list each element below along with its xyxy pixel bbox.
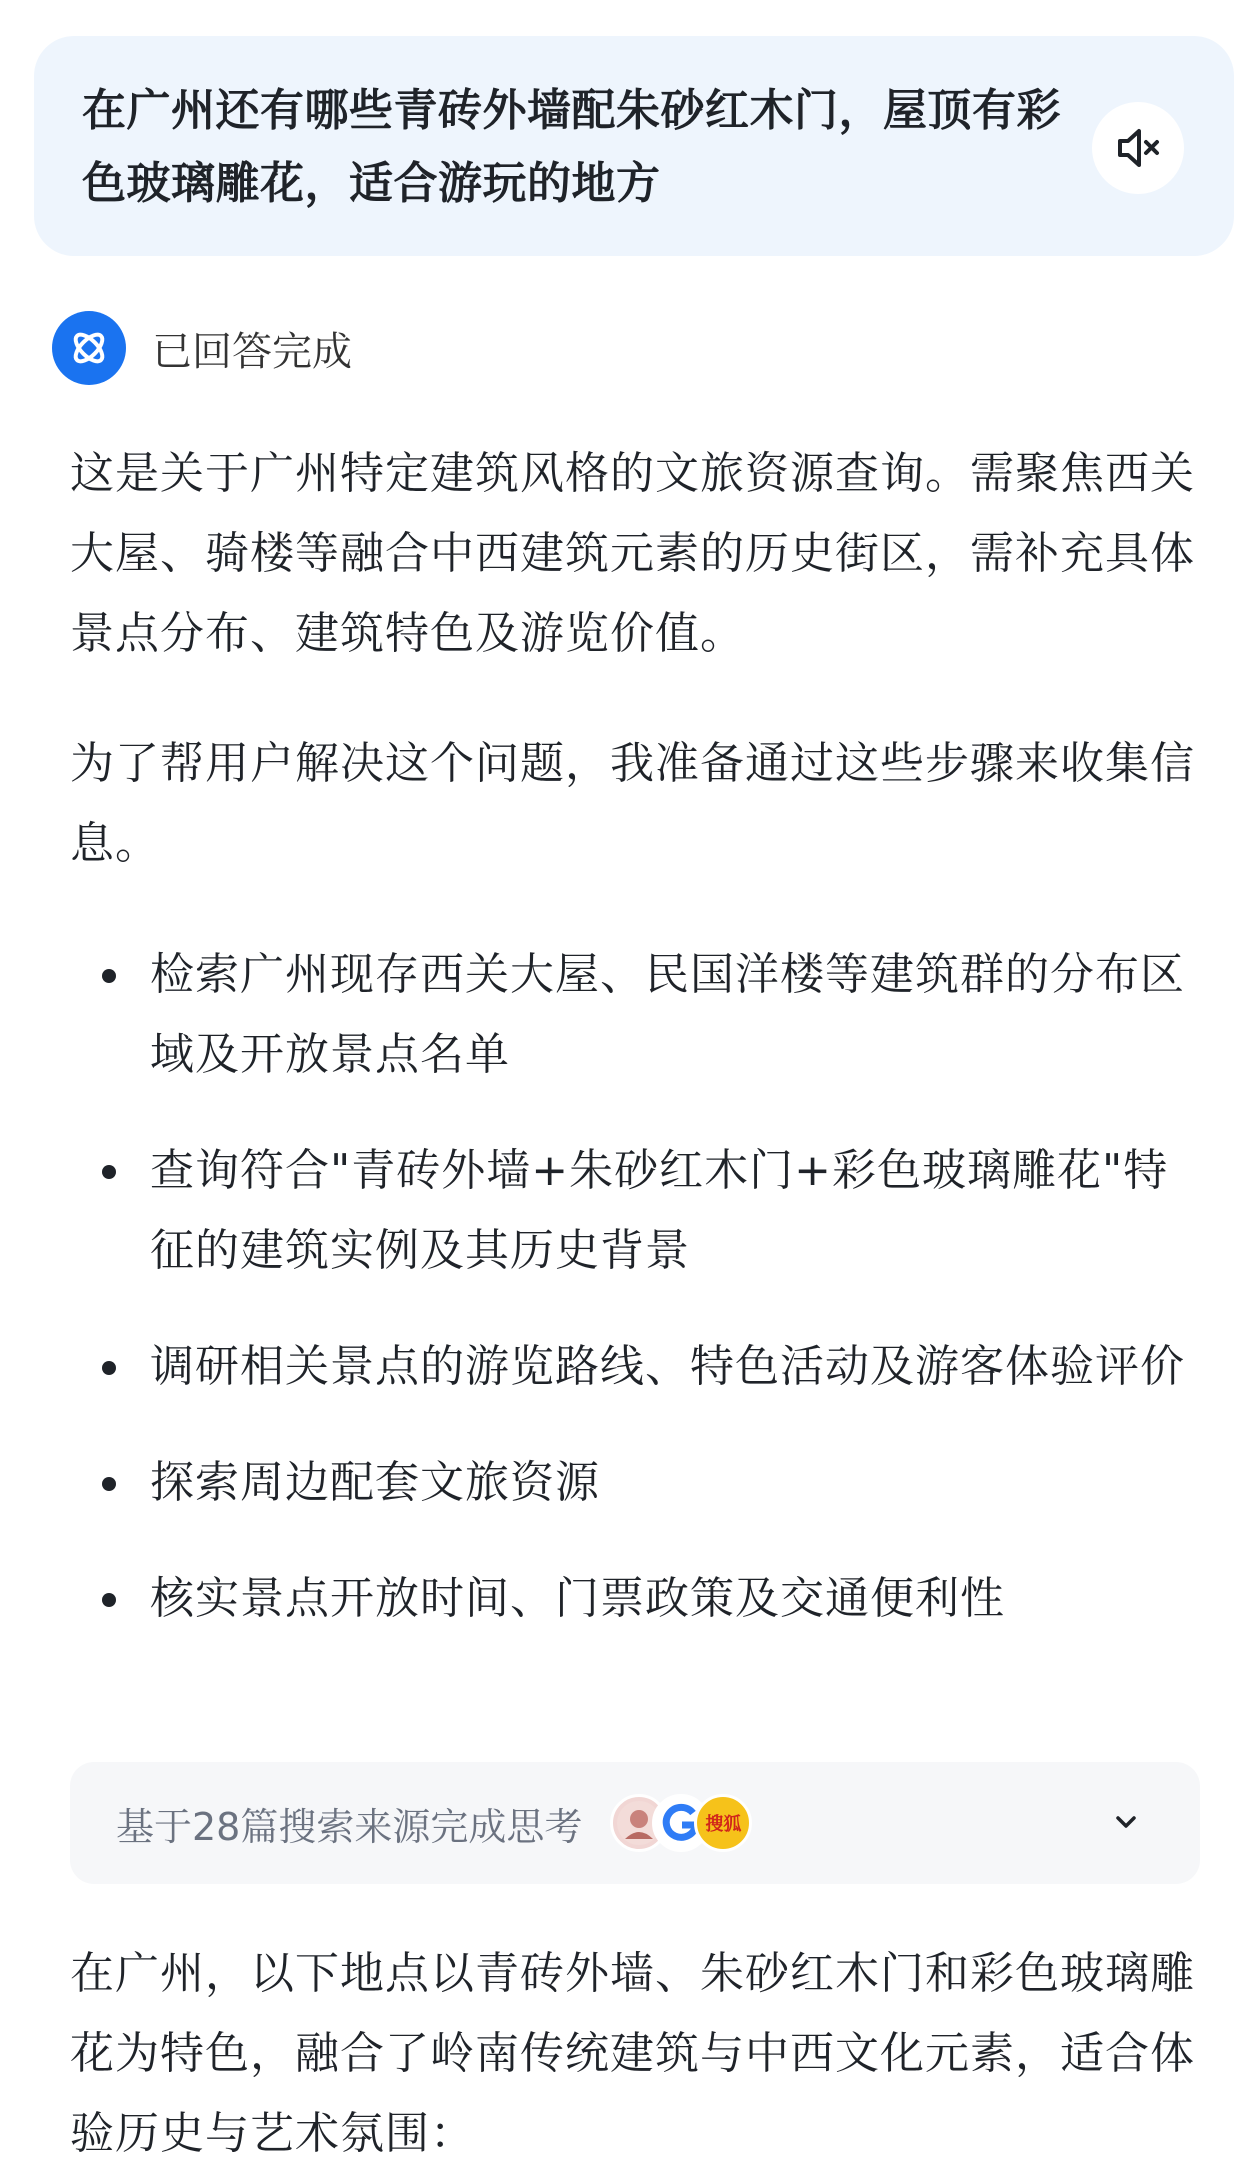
steps-list	[70, 935, 1200, 1675]
sources-expand-card[interactable]	[70, 1762, 1200, 1884]
plan-paragraph: 为了帮用户解决这个问题，我准备通过这些步骤来收集信息。	[70, 738, 1195, 869]
list-item	[70, 1327, 1200, 1407]
bullet-dot	[102, 1165, 116, 1179]
chevron-down-icon[interactable]	[1108, 1804, 1144, 1840]
list-item-text: 探索周边配套文旅资源	[150, 1457, 600, 1508]
list-item	[70, 1559, 1200, 1639]
speaker-mute-icon	[1112, 122, 1164, 174]
status-text: 已回答完成	[152, 328, 352, 375]
list-item-text: 调研相关景点的游览路线、特色活动及游客体验评价	[150, 1341, 1185, 1392]
sohu-label: 搜狐	[705, 1814, 742, 1835]
bullet-dot	[102, 1593, 116, 1607]
answer-paragraph: 在广州，以下地点以青砖外墙、朱砂红木门和彩色玻璃雕花为特色，融合了岭南传统建筑与中西文化元素，适合体验历史与艺术氛围：	[70, 1948, 1195, 2159]
bullet-dot	[102, 1477, 116, 1491]
list-item-text: 查询符合"青砖外墙+朱砂红木门+彩色玻璃雕花"特征的建筑实例及其历史背景	[150, 1145, 1169, 1276]
sohu-icon	[694, 1794, 752, 1852]
list-item-text: 检索广州现存西关大屋、民国洋楼等建筑群的分布区域及开放景点名单	[150, 949, 1185, 1080]
mute-button[interactable]	[1092, 102, 1184, 194]
answer-status-row	[52, 310, 352, 386]
list-item-text: 核实景点开放时间、门票政策及交通便利性	[150, 1573, 1005, 1624]
bullet-dot	[102, 1361, 116, 1375]
ai-assistant-logo-icon	[52, 311, 126, 385]
question-card	[34, 36, 1234, 256]
intro-paragraph: 这是关于广州特定建筑风格的文旅资源查询。需聚焦西关大屋、骑楼等融合中西建筑元素的历史街区，需补充具体景点分布、建筑特色及游览价值。	[70, 448, 1195, 659]
bullet-dot	[102, 969, 116, 983]
question-text: 在广州还有哪些青砖外墙配朱砂红木门，屋顶有彩色玻璃雕花，适合游玩的地方	[82, 85, 1061, 209]
list-item	[70, 1443, 1200, 1523]
source-icons	[610, 1794, 752, 1852]
sources-summary: 基于28篇搜索来源完成思考	[116, 1804, 583, 1849]
list-item	[70, 935, 1200, 1095]
list-item	[70, 1131, 1200, 1291]
